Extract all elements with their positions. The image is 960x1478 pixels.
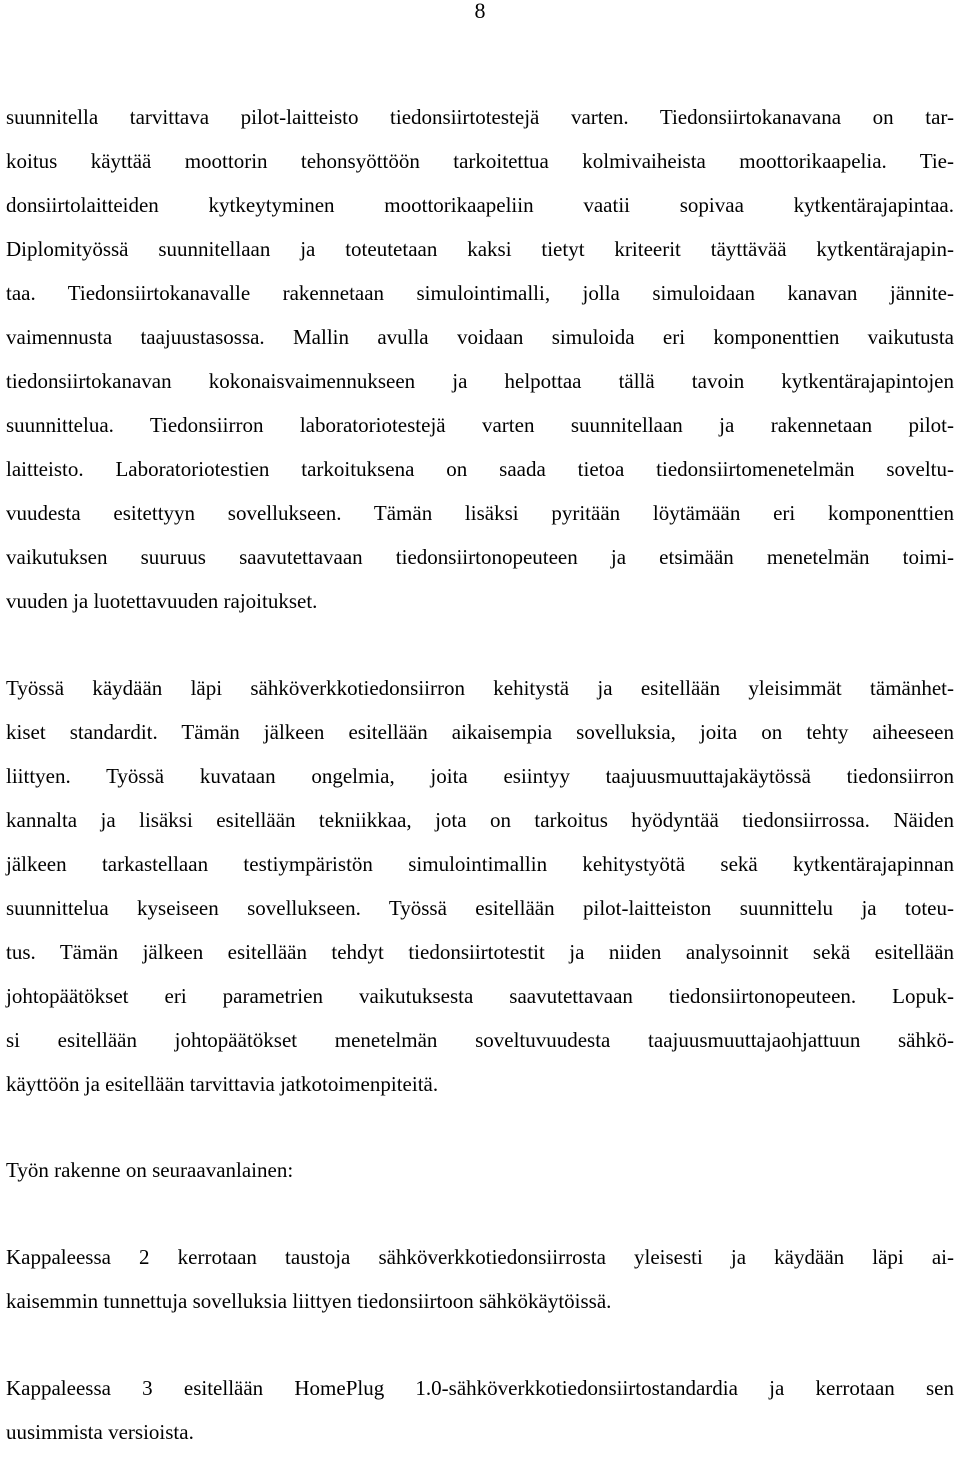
paragraph-line: Työssä käydään läpi sähköverkkotiedonsiirron kehitystä ja esitellään yleisimmät tämänhet- — [6, 676, 954, 700]
paragraph-line: suunnittelua. Tiedonsiirron laboratoriotestejä varten suunnitellaan ja rakennetaan pilot- — [6, 413, 954, 437]
paragraph-line: suunnittelua kyseiseen sovellukseen. Työssä esitellään pilot-laitteiston suunnittelu ja toteu- — [6, 896, 954, 920]
page-number: 8 — [474, 0, 486, 23]
paragraph-line: taa. Tiedonsiirtokanavalle rakennetaan simulointimalli, jolla simuloidaan kanavan jännite- — [6, 281, 954, 305]
paragraph-line: si esitellään johtopäätökset menetelmän soveltuvuudesta taajuusmuuttajaohjattuun sähkö- — [6, 1028, 954, 1052]
paragraph-line: donsiirtolaitteiden kytkeytyminen moottorikaapeliin vaatii sopivaa kytkentärajapintaa. — [6, 193, 954, 217]
paragraph-line: jälkeen tarkastellaan testiympäristön simulointimallin kehitystyötä sekä kytkentärajapinnan — [6, 852, 954, 876]
paragraph-line: kannalta ja lisäksi esitellään tekniikkaa, jota on tarkoitus hyödyntää tiedonsiirrossa. Näiden — [6, 808, 954, 832]
paragraph-line: Kappaleessa 2 kerrotaan taustoja sähköverkkotiedonsiirrosta yleisesti ja käydään läpi ai- — [6, 1245, 954, 1269]
paragraph-line: vaimennusta taajuustasossa. Mallin avulla voidaan simuloida eri komponenttien vaikutusta — [6, 325, 954, 349]
paragraph-line: Kappaleessa 3 esitellään HomePlug 1.0-sähköverkkotiedonsiirtostandardia ja kerrotaan sen — [6, 1376, 954, 1400]
paragraph-line: vaikutuksen suuruus saavutettavaan tiedonsiirtonopeuteen ja etsimään menetelmän toimi- — [6, 545, 954, 569]
paragraph-line: kiset standardit. Tämän jälkeen esitellään aikaisempia sovelluksia, joita on tehty aiheeseen — [6, 720, 954, 744]
paragraph-line: Diplomityössä suunnitellaan ja toteutetaan kaksi tietyt kriteerit täyttävää kytkentärajapin- — [6, 237, 954, 261]
paragraph-line: vuudesta esitettyyn sovellukseen. Tämän lisäksi pyritään löytämään eri komponenttien — [6, 501, 954, 525]
paragraph-line: tiedonsiirtokanavan kokonaisvaimennukseen ja helpottaa tällä tavoin kytkentärajapintojen — [6, 369, 954, 393]
paragraph-line: Työn rakenne on seuraavanlainen: — [6, 1158, 294, 1182]
paragraph-line: laitteisto. Laboratoriotestien tarkoituksena on saada tietoa tiedonsiirtomenetelmän soveltu- — [6, 457, 954, 481]
paragraph-line: vuuden ja luotettavuuden rajoitukset. — [6, 589, 318, 613]
paragraph-line: kaisemmin tunnettuja sovelluksia liittyen tiedonsiirtoon sähkökäytöissä. — [6, 1289, 612, 1313]
paragraph-line: tus. Tämän jälkeen esitellään tehdyt tiedonsiirtotestit ja niiden analysoinnit sekä esitellään — [6, 940, 954, 964]
paragraph-line: suunnitella tarvittava pilot-laitteisto tiedonsiirtotestejä varten. Tiedonsiirtokanavana on tar- — [6, 105, 954, 129]
paragraph-line: johtopäätökset eri parametrien vaikutuksesta saavutettavaan tiedonsiirtonopeuteen. Lopuk- — [6, 984, 954, 1008]
paragraph-line: käyttöön ja esitellään tarvittavia jatkotoimenpiteitä. — [6, 1072, 439, 1096]
paragraph-line: koitus käyttää moottorin tehonsyöttöön tarkoitettua kolmivaiheista moottorikaapelia. Tie- — [6, 149, 954, 173]
paragraph-line: liittyen. Työssä kuvataan ongelmia, joita esiintyy taajuusmuuttajakäytössä tiedonsiirron — [6, 764, 954, 788]
paragraph-line: uusimmista versioista. — [6, 1420, 194, 1444]
